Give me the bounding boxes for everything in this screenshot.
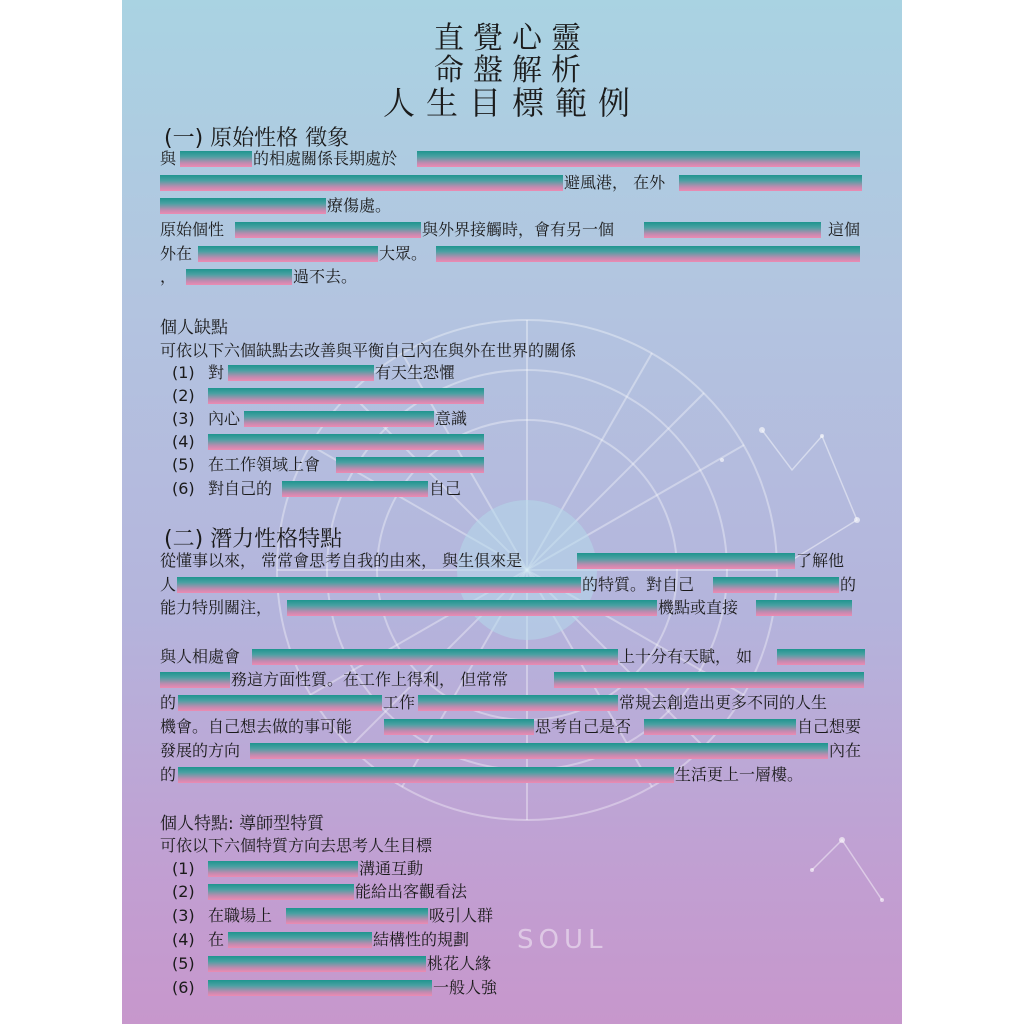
redaction-bar: [198, 246, 378, 262]
s2-p2-text-k: 內在: [829, 741, 862, 760]
trait-1-text-b: 溝通互動: [359, 859, 424, 878]
trait-4-text-a: 在: [208, 930, 225, 949]
s1-p2-text-e: 大眾。: [379, 244, 428, 263]
s2-p1-text-b: 了解他: [796, 551, 845, 570]
s2-p1-text-g: 機點或直接: [658, 598, 739, 617]
redaction-bar: [287, 600, 657, 616]
redaction-bar: [160, 175, 563, 191]
redaction-bar: [577, 553, 795, 569]
s2-p2-text-f: 常規去創造出更多不同的人生: [619, 693, 828, 712]
traits-intro: 可依以下六個特質方向去思考人生目標: [160, 836, 433, 855]
redaction-bar: [282, 481, 428, 497]
s2-p1-text-e: 的: [840, 575, 857, 594]
redaction-bar: [250, 743, 828, 759]
redaction-bar: [679, 175, 862, 191]
s2-p2-text-b: 上十分有天賦， 如: [619, 647, 753, 666]
trait-4-text-b: 結構性的規劃: [373, 930, 470, 949]
s2-p2-text-d: 的: [160, 693, 177, 712]
s2-p1-text-a: 從懂事以來， 常常會思考自我的由來， 與生俱來是: [160, 551, 523, 570]
doc-title-line2: 命盤解析: [434, 53, 590, 88]
traits-title: 個人特點: 導師型特質: [160, 814, 325, 834]
s1-p1-text-b: 的相處關係長期處於: [253, 149, 398, 168]
trait-1-num: (1): [172, 859, 195, 878]
redaction-bar: [178, 695, 382, 711]
weakness-3-text-a: 內心: [208, 409, 241, 428]
weakness-1-num: (1): [172, 363, 195, 382]
trait-4-num: (4): [172, 930, 195, 949]
redaction-bar: [384, 719, 534, 735]
s2-p2-text-c: 務這方面性質。在工作上得利， 但常常: [231, 670, 509, 689]
s1-p2-text-a: 原始個性: [160, 220, 225, 239]
section1-heading: (一) 原始性格 徵象: [164, 126, 350, 151]
redaction-bar: [252, 649, 618, 665]
redaction-bar: [417, 151, 860, 167]
redaction-bar: [228, 365, 374, 381]
redaction-bar: [186, 269, 292, 285]
redaction-bar: [208, 884, 354, 900]
redaction-bar: [160, 198, 326, 214]
redaction-bar: [235, 222, 421, 238]
redaction-bar: [228, 932, 372, 948]
s2-p2-text-g: 機會。自己想去做的事可能: [160, 717, 353, 736]
weakness-4-num: (4): [172, 432, 195, 451]
s2-p2-text-m: 生活更上一層樓。: [675, 765, 804, 784]
trait-5-text-b: 桃花人緣: [427, 954, 492, 973]
redaction-bar: [418, 695, 618, 711]
redaction-bar: [244, 411, 434, 427]
trait-6-text-b: 一般人強: [433, 978, 498, 997]
section2-heading: (二) 潛力性格特點: [164, 527, 343, 552]
weakness-3-num: (3): [172, 409, 195, 428]
weakness-3-text-b: 意識: [435, 409, 468, 428]
trait-3-text-b: 吸引人群: [429, 906, 494, 925]
doc-title-line1: 直覺心靈: [434, 21, 590, 56]
redaction-bar: [756, 600, 852, 616]
weakness-1-text-a: 對: [208, 363, 225, 382]
weakness-6-text-a: 對自己的: [208, 479, 273, 498]
redaction-bar: [286, 908, 428, 924]
weakness-5-num: (5): [172, 455, 195, 474]
redaction-bar: [208, 434, 484, 450]
redaction-bar: [208, 980, 432, 996]
soul-watermark: SOUL: [517, 925, 608, 955]
s2-p2-text-j: 發展的方向: [160, 741, 241, 760]
redaction-bar: [777, 649, 865, 665]
redaction-bar: [554, 672, 864, 688]
redaction-bar: [436, 246, 860, 262]
s2-p1-text-c: 人: [160, 575, 177, 594]
s2-p1-text-d: 的特質。對自己: [582, 575, 695, 594]
s2-p2-text-h: 思考自己是否: [535, 717, 632, 736]
trait-3-text-a: 在職場上: [208, 906, 273, 925]
s2-p2-text-i: 自己想要: [797, 717, 862, 736]
weakness-title: 個人缺點: [160, 318, 228, 338]
trait-6-num: (6): [172, 978, 195, 997]
s1-p1-text-c: 避風港， 在外: [564, 173, 666, 192]
redaction-bar: [208, 861, 358, 877]
s2-p1-text-f: 能力特別關注，: [160, 598, 273, 617]
s1-p1-text-a: 與: [160, 149, 177, 168]
s1-p2-text-d: 外在: [160, 244, 193, 263]
s1-p2-text-g: 過不去。: [293, 267, 358, 286]
redaction-bar: [177, 577, 581, 593]
weakness-5-text-a: 在工作領域上會: [208, 455, 321, 474]
s1-p2-text-f: ，: [160, 267, 177, 286]
redaction-bar: [644, 222, 821, 238]
weakness-6-num: (6): [172, 479, 195, 498]
trait-5-num: (5): [172, 954, 195, 973]
trait-2-num: (2): [172, 882, 195, 901]
redaction-bar: [336, 457, 484, 473]
redaction-bar: [713, 577, 839, 593]
redaction-bar: [644, 719, 796, 735]
weakness-1-text-b: 有天生恐懼: [375, 363, 456, 382]
s1-p1-text-d: 療傷處。: [327, 196, 392, 215]
weakness-2-num: (2): [172, 386, 195, 405]
redaction-bar: [180, 151, 252, 167]
document-page: [122, 0, 902, 1024]
trait-2-text-b: 能給出客觀看法: [355, 882, 468, 901]
redaction-bar: [178, 767, 674, 783]
s2-p2-text-e: 工作: [383, 693, 416, 712]
redaction-bar: [208, 956, 426, 972]
trait-3-num: (3): [172, 906, 195, 925]
s1-p2-text-b: 與外界接觸時，會有另一個: [422, 220, 615, 239]
redaction-bar: [160, 672, 230, 688]
doc-title-line3: 人生目標範例: [382, 84, 641, 122]
weakness-intro: 可依以下六個缺點去改善與平衡自己內在與外在世界的關係: [160, 341, 577, 360]
s2-p2-text-a: 與人相處會: [160, 647, 241, 666]
s2-p2-text-l: 的: [160, 765, 177, 784]
redaction-bar: [208, 388, 484, 404]
s1-p2-text-c: 這個: [828, 220, 861, 239]
weakness-6-text-b: 自己: [429, 479, 462, 498]
